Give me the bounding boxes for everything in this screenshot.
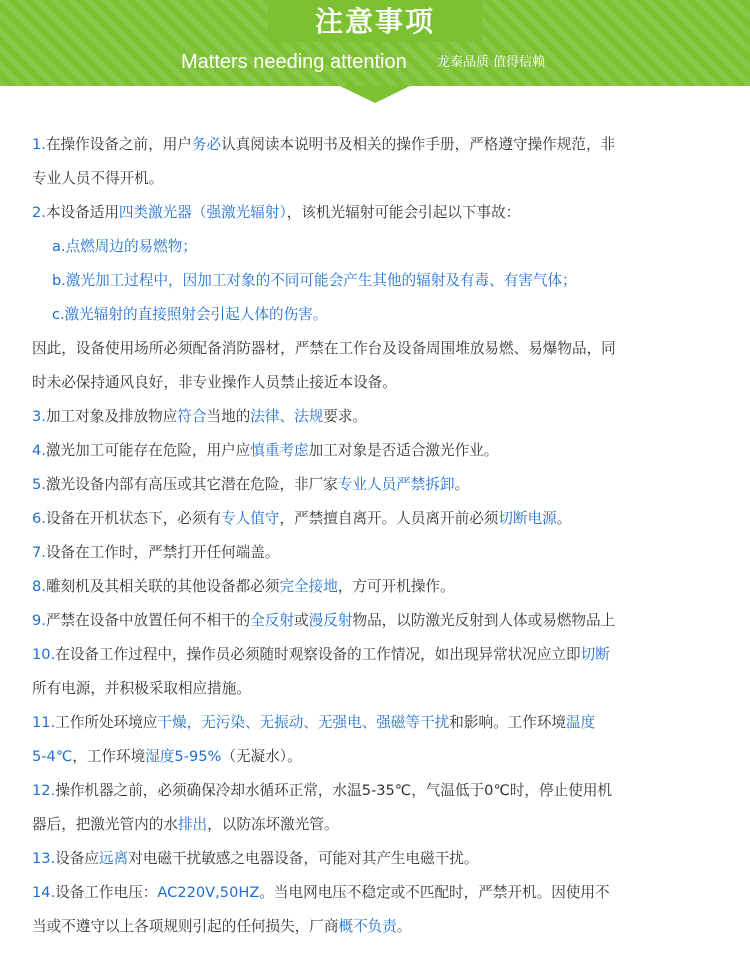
notice-text: 在设备工作过程中，操作员必须随时观察设备的工作情况，如出现异常状况应立即 bbox=[55, 646, 581, 663]
notice-line bbox=[32, 740, 732, 774]
highlight-text: 概不负责 bbox=[338, 918, 397, 935]
notice-line bbox=[32, 910, 732, 944]
notice-line bbox=[32, 638, 732, 672]
highlight-text: c.激光辐射的直接照射会引起人体的伤害。 bbox=[52, 306, 328, 323]
highlight-text: 务必 bbox=[191, 136, 222, 153]
notice-text: 当地的 bbox=[206, 408, 251, 425]
highlight-text: 排出 bbox=[177, 816, 208, 833]
notice-text: 本设备适用 bbox=[45, 204, 119, 221]
highlight-text: 干燥，无污染、无振动、无强电、强磁等干扰 bbox=[157, 714, 450, 731]
highlight-text: 11. bbox=[32, 714, 56, 731]
highlight-text: a.点燃周边的易燃物； bbox=[52, 238, 197, 255]
subtitle-chinese: 龙泰品质 值得信赖 bbox=[437, 55, 546, 70]
notice-text: ，方可开机操作。 bbox=[337, 578, 455, 595]
notice-line bbox=[32, 298, 732, 332]
notice-line bbox=[32, 162, 732, 196]
notice-line bbox=[32, 196, 732, 230]
notice-text: 在操作设备之前，用户 bbox=[45, 136, 192, 153]
notice-text: ，工作环境 bbox=[72, 748, 146, 765]
highlight-text: 1. bbox=[32, 136, 46, 153]
highlight-text: 温度 bbox=[566, 714, 596, 731]
highlight-text: 湿度5-95% bbox=[145, 748, 222, 765]
notice-text: 。当电网电压不稳定或不匹配时，严禁开机。因使用不 bbox=[259, 884, 610, 901]
notice-line bbox=[32, 570, 732, 604]
notice-text: 设备应 bbox=[55, 850, 100, 867]
notice-text: 设备在开机状态下，必须有 bbox=[45, 510, 222, 527]
notice-text: 对电磁干扰敏感之电器设备，可能对其产生电磁干扰。 bbox=[128, 850, 479, 867]
highlight-text: 7. bbox=[32, 544, 46, 561]
page-title: 注意事项 bbox=[314, 5, 435, 38]
notice-line bbox=[32, 502, 732, 536]
notice-line bbox=[32, 468, 732, 502]
highlight-text: 远离 bbox=[99, 850, 129, 867]
highlight-text: 5-4℃ bbox=[32, 748, 73, 765]
highlight-text: 完全接地 bbox=[279, 578, 338, 595]
notice-text: 加工对象是否适合激光作业。 bbox=[308, 442, 499, 459]
highlight-text: AC220V,50HZ bbox=[157, 884, 260, 901]
highlight-text: 3. bbox=[32, 408, 46, 425]
notice-text: ，严禁擅自离开。人员离开前必须 bbox=[279, 510, 499, 527]
notice-line bbox=[32, 774, 732, 808]
highlight-text: 2. bbox=[32, 204, 46, 221]
notice-text: （无凝水）。 bbox=[221, 748, 302, 765]
notice-line bbox=[32, 332, 732, 366]
notice-line bbox=[32, 366, 732, 400]
highlight-text: 13. bbox=[32, 850, 56, 867]
notice-line bbox=[32, 842, 732, 876]
highlight-text: 慎重考虑 bbox=[250, 442, 309, 459]
notice-text: 认真阅读本说明书及相关的操作手册，严格遵守操作规范，非 bbox=[221, 136, 616, 153]
highlight-text: 5. bbox=[32, 476, 46, 493]
notice-text: 激光加工可能存在危险，用户应 bbox=[45, 442, 251, 459]
notice-text: 因此，设备使用场所必须配备消防器材，严禁在工作台及设备周围堆放易燃、易爆物品，同 bbox=[32, 340, 616, 357]
notice-line bbox=[32, 230, 732, 264]
highlight-text: 6. bbox=[32, 510, 46, 527]
highlight-text: 切断电源 bbox=[498, 510, 557, 527]
highlight-text: 四类激光器（强激光辐射） bbox=[118, 204, 287, 221]
notice-text: 。 bbox=[454, 476, 470, 493]
notice-text: 操作机器之前，必须确保冷却水循环正常，水温5-35℃，气温低于0℃时，停止使用机 bbox=[55, 782, 613, 799]
notice-text: 加工对象及排放物应 bbox=[45, 408, 178, 425]
highlight-text: 4. bbox=[32, 442, 46, 459]
highlight-text: 9. bbox=[32, 612, 46, 629]
notice-list bbox=[32, 128, 732, 944]
notice-text: 设备在工作时，严禁打开任何端盖。 bbox=[45, 544, 280, 561]
notice-text: 时未必保持通风良好，非专业操作人员禁止接近本设备。 bbox=[32, 374, 397, 391]
notice-text: 设备工作电压： bbox=[55, 884, 158, 901]
notice-text: 。 bbox=[396, 918, 412, 935]
notice-text: 物品，以防激光反射到人体或易燃物品上 bbox=[352, 612, 616, 629]
notice-text: 工作所处环境应 bbox=[55, 714, 158, 731]
notice-line bbox=[32, 400, 732, 434]
notice-text: 当或不遵守以上各项规则引起的任何损失，厂商 bbox=[32, 918, 339, 935]
header-banner bbox=[0, 0, 750, 103]
highlight-text: 切断 bbox=[580, 646, 610, 663]
highlight-text: 符合 bbox=[177, 408, 207, 425]
notice-text: 。 bbox=[556, 510, 572, 527]
notice-text: 要求。 bbox=[323, 408, 368, 425]
highlight-text: 漫反射 bbox=[308, 612, 353, 629]
highlight-text: 12. bbox=[32, 782, 56, 799]
banner-arrow bbox=[340, 86, 410, 103]
notice-line bbox=[32, 128, 732, 162]
notice-text: ，以防冻坏激光管。 bbox=[207, 816, 339, 833]
highlight-text: 14. bbox=[32, 884, 56, 901]
notice-line bbox=[32, 706, 732, 740]
notice-text: 器后，把激光管内的水 bbox=[32, 816, 178, 833]
highlight-text: b.激光加工过程中，因加工对象的不同可能会产生其他的辐射及有毒、有害气体； bbox=[52, 272, 577, 289]
highlight-text: 专业人员严禁拆卸 bbox=[337, 476, 455, 493]
highlight-text: 10. bbox=[32, 646, 56, 663]
notice-text: 专业人员不得开机。 bbox=[32, 170, 164, 187]
highlight-text: 全反射 bbox=[250, 612, 295, 629]
notice-line bbox=[32, 876, 732, 910]
notice-text: 雕刻机及其相关联的其他设备都必须 bbox=[45, 578, 280, 595]
notice-text: 或 bbox=[294, 612, 309, 629]
notice-line bbox=[32, 264, 732, 298]
subtitle-english: Matters needing attention bbox=[181, 51, 407, 73]
highlight-text: 8. bbox=[32, 578, 46, 595]
notice-text: ，该机光辐射可能会引起以下事故： bbox=[286, 204, 521, 221]
notice-line bbox=[32, 536, 732, 570]
notice-line bbox=[32, 434, 732, 468]
highlight-text: 专人值守 bbox=[221, 510, 280, 527]
notice-text: 所有电源，并积极采取相应措施。 bbox=[32, 680, 251, 697]
notice-line bbox=[32, 808, 732, 842]
highlight-text: 法律、法规 bbox=[250, 408, 324, 425]
notice-text: 和影响。工作环境 bbox=[449, 714, 567, 731]
notice-text: 激光设备内部有高压或其它潜在危险，非厂家 bbox=[45, 476, 338, 493]
notice-line bbox=[32, 672, 732, 706]
notice-text: 严禁在设备中放置任何不相干的 bbox=[45, 612, 251, 629]
notice-line bbox=[32, 604, 732, 638]
